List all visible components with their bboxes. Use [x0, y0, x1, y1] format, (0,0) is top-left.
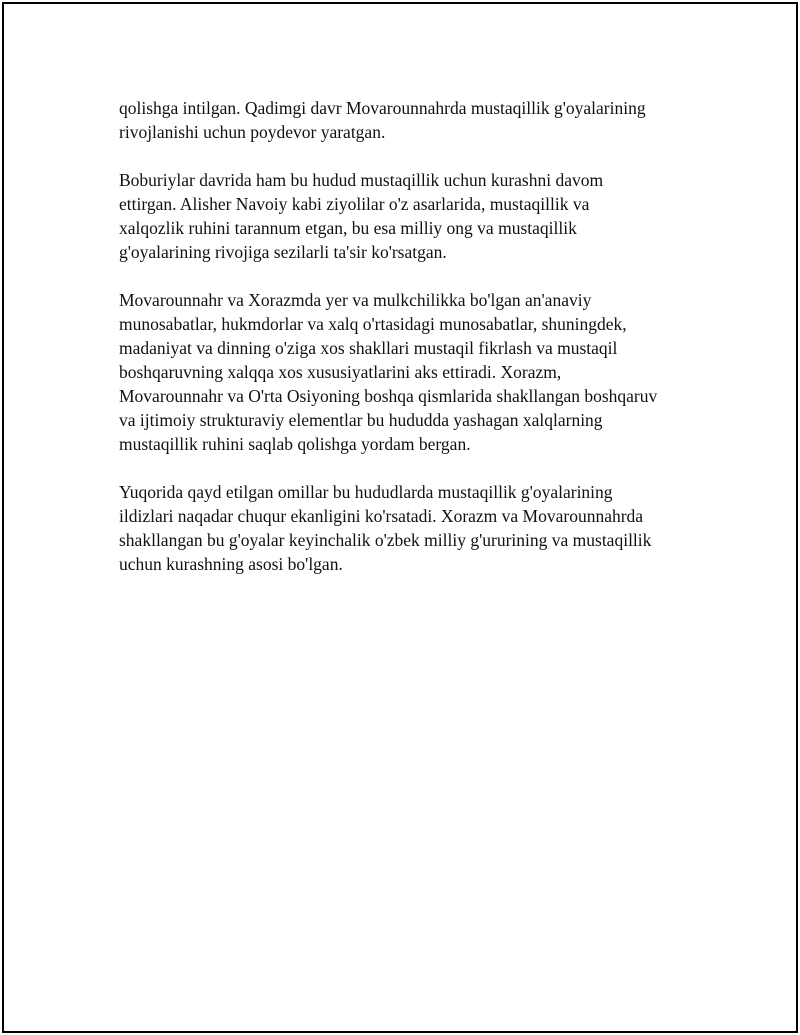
text-line: rivojlanishi uchun poydevor yaratgan.	[119, 122, 386, 142]
text-line: g'oyalarining rivojiga sezilarli ta'sir ko'rsatgan.	[119, 242, 447, 262]
text-line: xalqozlik ruhini tarannum etgan, bu esa milliy ong va mustaqillik	[119, 218, 577, 238]
text-line: munosabatlar, hukmdorlar va xalq o'rtasidagi munosabatlar, shuningdek,	[119, 314, 627, 334]
paragraph-1	[119, 96, 699, 144]
text-line: madaniyat va dinning o'ziga xos shakllari mustaqil fikrlash va mustaqil	[119, 338, 618, 358]
text-line: va ijtimoiy strukturaviy elementlar bu hududda yashagan xalqlarning	[119, 410, 603, 430]
text-line: shakllangan bu g'oyalar keyinchalik o'zbek milliy g'ururining va mustaqillik	[119, 530, 652, 550]
paragraph-2	[119, 168, 699, 264]
document-body	[119, 96, 699, 600]
text-line: Boburiylar davrida ham bu hudud mustaqillik uchun kurashni davom	[119, 170, 604, 190]
paragraph-4	[119, 480, 699, 576]
text-line: mustaqillik ruhini saqlab qolishga yordam bergan.	[119, 434, 471, 454]
text-line: ettirgan. Alisher Navoiy kabi ziyolilar o'z asarlarida, mustaqillik va	[119, 194, 590, 214]
text-line: qolishga intilgan. Qadimgi davr Movarounnahrda mustaqillik g'oyalarining	[119, 98, 646, 118]
text-line: Yuqorida qayd etilgan omillar bu hududlarda mustaqillik g'oyalarining	[119, 482, 613, 502]
text-line: Movarounnahr va Xorazmda yer va mulkchilikka bo'lgan an'anaviy	[119, 290, 592, 310]
text-line: ildizlari naqadar chuqur ekanligini ko'rsatadi. Xorazm va Movarounnahrda	[119, 506, 644, 526]
document-page	[2, 2, 798, 1033]
paragraph-3	[119, 288, 699, 456]
text-line: Movarounnahr va O'rta Osiyoning boshqa qismlarida shakllangan boshqaruv	[119, 386, 658, 406]
text-line: boshqaruvning xalqqa xos xususiyatlarini aks ettiradi. Xorazm,	[119, 362, 562, 382]
text-line: uchun kurashning asosi bo'lgan.	[119, 554, 343, 574]
